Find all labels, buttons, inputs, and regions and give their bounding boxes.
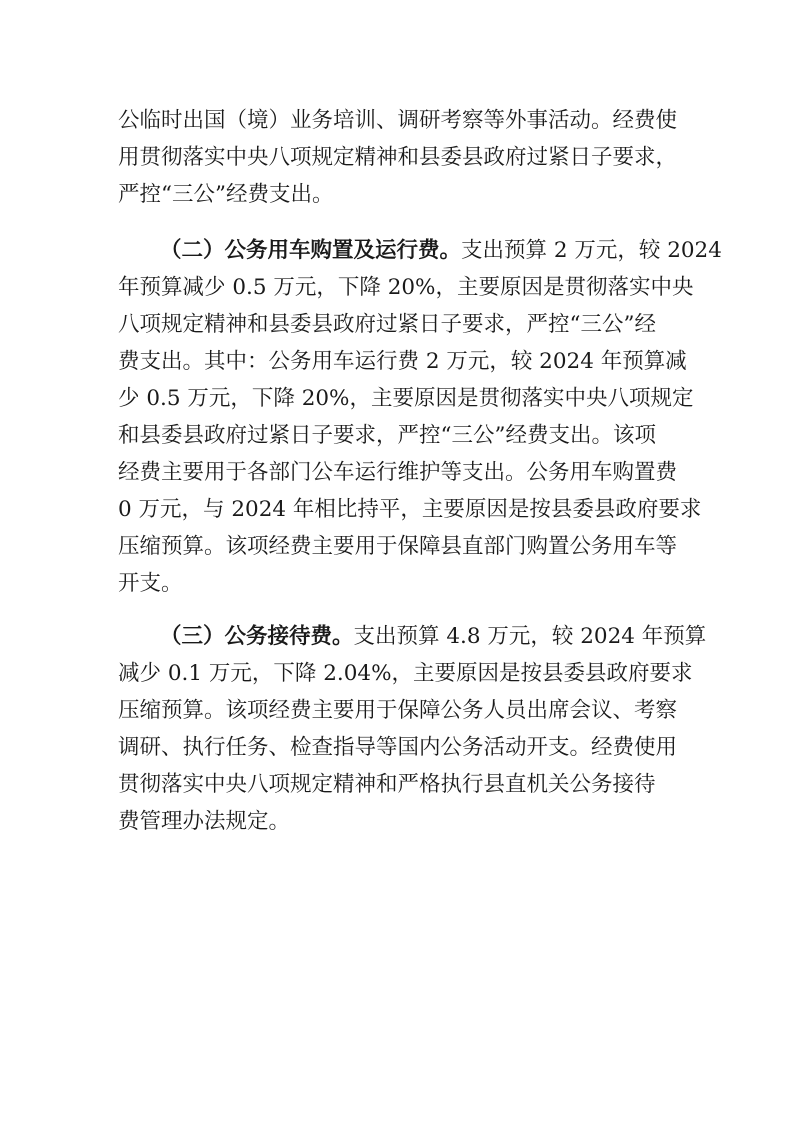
line-text: 减少 0.1 万元，下降 2.04%，主要原因是按县委县政府要求: [118, 661, 693, 686]
line-text: 支出预算 2 万元，较 2024: [461, 238, 722, 263]
line-text: 公临时出国（境）业务培训、调研考察等外事活动。经费使: [118, 108, 678, 133]
line-text: 和县委县政府过紧日子要求，严控“三公”经费支出。该项: [118, 423, 656, 448]
paragraph-line: [118, 731, 677, 765]
section-heading: （二）公务用车购置及运行费。: [160, 238, 462, 263]
paragraph-line: [160, 620, 706, 654]
paragraph-line: [118, 768, 656, 802]
line-text: 费管理办法规定。: [118, 809, 291, 834]
line-text: 开支。: [118, 571, 183, 596]
paragraph-line: [118, 141, 677, 175]
line-text: 支出预算 4.8 万元，较 2024 年预算: [353, 624, 707, 649]
paragraph-line: [118, 271, 693, 305]
paragraph-line: [118, 104, 677, 138]
paragraph-line: [118, 657, 693, 691]
paragraph-line: [118, 345, 687, 379]
paragraph-line: [118, 178, 333, 212]
paragraph-line: [118, 530, 677, 564]
line-text: 经费主要用于各部门公车运行维护等支出。公务用车购置费: [118, 460, 678, 485]
line-text: 用贯彻落实中央八项规定精神和县委县政府过紧日子要求，: [118, 145, 678, 170]
line-text: 贯彻落实中央八项规定精神和严格执行县直机关公务接待: [118, 772, 656, 797]
line-text: 严控“三公”经费支出。: [118, 182, 334, 207]
line-text: 调研、执行任务、检查指导等国内公务活动开支。经费使用: [118, 735, 678, 760]
paragraph-line: [118, 308, 656, 342]
line-text: 压缩预算。该项经费主要用于保障公务人员出席会议、考察: [118, 698, 678, 723]
line-text: 0 万元，与 2024 年相比持平，主要原因是按县委县政府要求: [118, 497, 702, 522]
paragraph-line: [118, 805, 290, 839]
line-text: 八项规定精神和县委县政府过紧日子要求，严控“三公”经: [118, 312, 656, 337]
line-text: 年预算减少 0.5 万元，下降 20%，主要原因是贯彻落实中央: [118, 275, 694, 300]
line-text: 压缩预算。该项经费主要用于保障县直部门购置公务用车等: [118, 534, 678, 559]
paragraph-line: [118, 694, 677, 728]
paragraph-line: [160, 234, 722, 268]
paragraph-line: [118, 382, 693, 416]
paragraph-line: [118, 493, 701, 527]
paragraph-line: [118, 419, 656, 453]
line-text: 费支出。其中：公务用车运行费 2 万元，较 2024 年预算减: [118, 349, 687, 374]
section-heading: （三）公务接待费。: [160, 624, 354, 649]
paragraph-line: [118, 567, 183, 601]
paragraph-line: [118, 456, 677, 490]
line-text: 少 0.5 万元，下降 20%，主要原因是贯彻落实中央八项规定: [118, 386, 694, 411]
